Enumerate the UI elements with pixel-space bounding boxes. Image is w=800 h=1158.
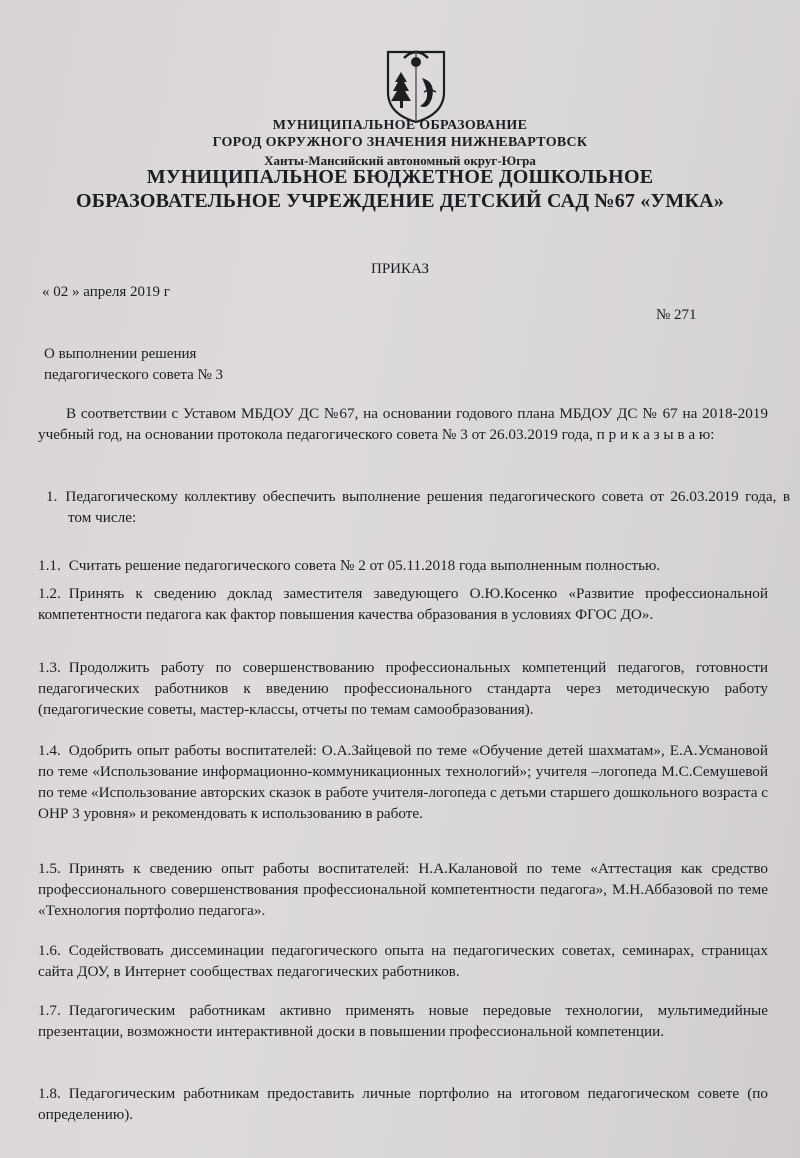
- coat-of-arms-emblem: [384, 48, 448, 124]
- item-text: Считать решение педагогического совета № 2 от 05.11.2018 года выполненным полностью.: [68, 557, 661, 574]
- subitem-1-1: [38, 555, 768, 576]
- item-number: 1.1.: [38, 557, 61, 574]
- header-institution-line2: ОБРАЗОВАТЕЛЬНОЕ УЧРЕЖДЕНИЕ ДЕТСКИЙ САД №67 «УМКА»: [75, 190, 725, 212]
- header-municipality: МУНИЦИПАЛЬНОЕ ОБРАЗОВАНИЕ: [272, 118, 528, 133]
- item-text: Содействовать диссеминации педагогического опыта на педагогических советах, семинарах, страницах сайта ДОУ, в Интернет сообществах педагогических работников.: [38, 942, 768, 980]
- item-text: Принять к сведению доклад заместителя заведующего О.Ю.Косенко «Развитие профессиональной компетентности педагога как фактор повышения качества образования в условиях ФГОС ДО».: [38, 585, 768, 623]
- item-text: Педагогическим работникам активно применять новые передовые технологии, мультимедийные презентации, возможности интерактивной доски в повышении профессиональной компетенции.: [38, 1002, 768, 1040]
- subitem-1-4: [38, 740, 768, 824]
- preamble: В соответствии с Уставом МБДОУ ДС №67, на основании годового плана МБДОУ ДС № 67 на 2018-2019 учебный год, на основании протокола педагогического совета № 3 от 26.03.2019 года, п р и к а з ы в а ю:: [38, 405, 768, 443]
- item-number: 1.4.: [38, 742, 61, 759]
- order-subject: [44, 344, 223, 386]
- item-number: 1.2.: [38, 585, 61, 602]
- header-institution-line1: МУНИЦИПАЛЬНОЕ БЮДЖЕТНОЕ ДОШКОЛЬНОЕ: [146, 166, 654, 188]
- item-1: [46, 486, 790, 528]
- item-text: Педагогическому коллективу обеспечить выполнение решения педагогического совета от 26.03.2019 года, в том числе:: [65, 488, 790, 526]
- item-number: 1.5.: [38, 860, 61, 877]
- order-title: ПРИКАЗ: [371, 261, 429, 277]
- subitem-1-5: [38, 858, 768, 921]
- item-text: Принять к сведению опыт работы воспитателей: Н.А.Калановой по теме «Аттестация как средство профессионального совершенствования профессиональной компетентности педагога», М.Н.Аббазовой по теме «Технология портфолио педагога».: [38, 860, 768, 919]
- item-number: 1.7.: [38, 1002, 61, 1019]
- item-text: Одобрить опыт работы воспитателей: О.А.Зайцевой по теме «Обучение детей шахматам», Е.А.Усмановой по теме «Использование информационно-коммуникационных технологий»; учителя –логопеда М.С.Семушевой по теме «Использование авторских сказок в работе учителя-логопеда с детьми старшего дошкольного возраста с ОНР 3 уровня» и рекомендовать к использованию в работе.: [38, 742, 768, 822]
- subitem-1-6: [38, 940, 768, 982]
- subitem-1-3: [38, 657, 768, 720]
- item-number: 1.3.: [38, 659, 61, 676]
- subitem-1-7: [38, 1000, 768, 1042]
- item-number: 1.8.: [38, 1085, 61, 1102]
- item-number: 1.: [46, 488, 58, 505]
- item-text: Педагогическим работникам предоставить личные портфолио на итоговом педагогическом совете (по определению).: [38, 1085, 768, 1123]
- subitem-1-2: [38, 583, 768, 625]
- item-text: Продолжить работу по совершенствованию профессиональных компетенций педагогов, готовности педагогических работников к введению профессионального стандарта через методическую работу (педагогические советы, мастер-классы, отчеты по темам самообразования).: [38, 659, 768, 718]
- order-date: « 02 » апреля 2019 г: [42, 284, 170, 300]
- subitem-1-8: [38, 1083, 768, 1125]
- subject-line: педагогического совета № 3: [44, 367, 224, 383]
- order-number: № 271: [656, 307, 697, 323]
- header-region: Ханты-Мансийский автономный округ-Югра: [264, 153, 536, 168]
- subject-line: О выполнении решения: [44, 346, 197, 362]
- header-city: ГОРОД ОКРУЖНОГО ЗНАЧЕНИЯ НИЖНЕВАРТОВСК: [212, 135, 588, 150]
- item-number: 1.6.: [38, 942, 61, 959]
